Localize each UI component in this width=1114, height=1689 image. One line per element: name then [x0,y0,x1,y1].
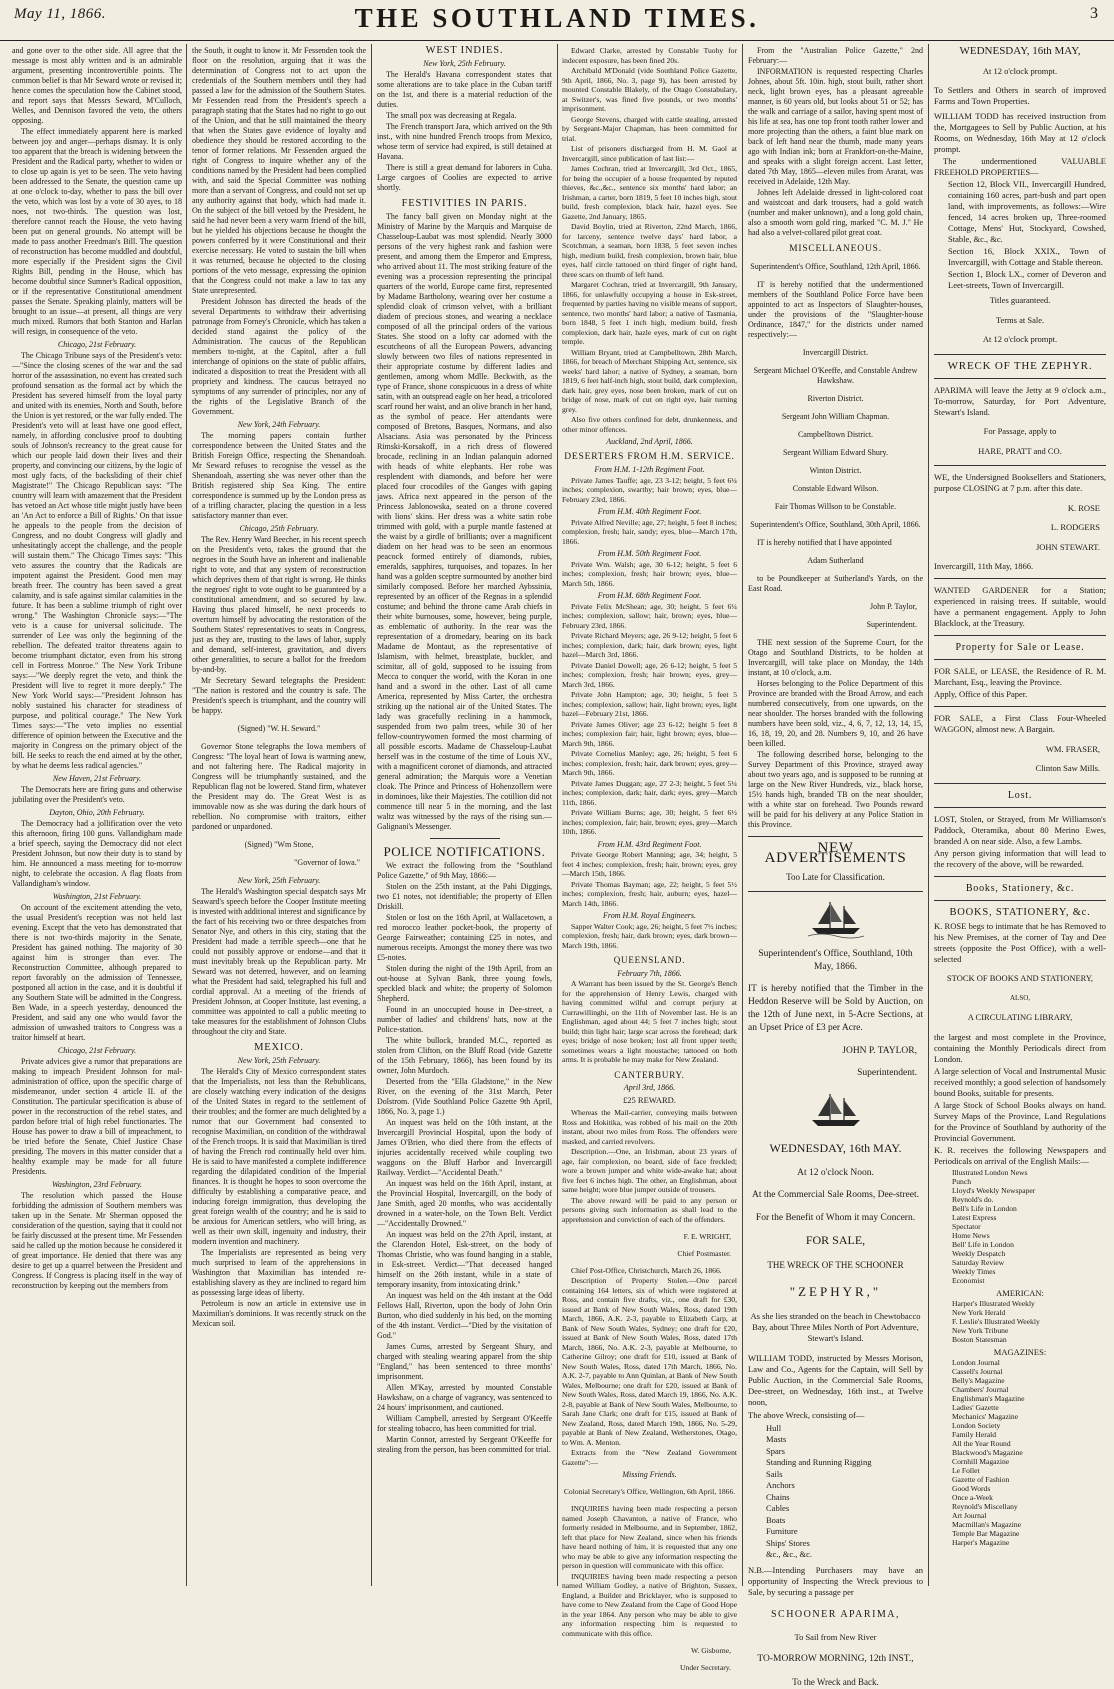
periodical-item: Punch [952,1176,971,1186]
masthead [0,0,1114,41]
column-3 [377,46,552,1584]
notice-paragraph: The following described horse, belonging to the Survey Department of this Province, strayed away about two years ago, and is supposed to be running at large on the New River Hundreds, viz., black horse, 15½ hands high, branded TB on the near shoulder, with a white star on forehead. Two Pounds reward will be paid for his delivery at any Police Station in this Province. [748,750,923,829]
notice-paragraph: Description of Property Stolen.—One parcel containing 164 letters, six of which were registered at Ross, and contain five drafts, viz., one draft for £30, issued at Bank of New South Wales, Ross, dated 19th March, 1866, A.K. 2-3, payable to Elizabeth Carp, at Bank of New South Wales, Sydney; one draft for £20, issued at Bank of New South Wales, Ross, dated 17th March, 1866, No. A.K. 2-3, payable at Melbourne, to Catherine Gilroy; one draft for £10, issued at Bank of New South Wales, Ross, dated 17th March, 1866, No. A.K. 2-7, payable to Ann Quinlan, at Bank of New South Wales, Melbourne; one draft for £20, issued at Bank of New South Wales, Ross, dated March 19, 1866, No. A.K. 2-8, payable at Bank of New South Wales, Melbourne, to Sarah Jane Clark; one draft for £15, issued at Bank of New Zealand, Ross, dated March 19th, 1866, No. 5-29, payable at Bank of New Zealand, Wetherstones, Otago, to Wm. A. Menton. [562,1276,737,1447]
notice-paragraph: N.B.—Intending Purchasers may have an opportunity of Inspecting the Wreck previous to Sale, by securing a passage per [748,1564,923,1597]
article-paragraph: The Rev. Henry Ward Beecher, in his recent speech on the President's veto, takes the ground that the negroes in the South have an inherent and inalienable right to vote, and that any system of reconstruction which deprives them of that right is wrong. He thinks the negroes' right to vote ought to be guaranteed by a constitutional amendment, and so secured by law. Having thus placed himself, he next proceeds to overturn himself by advocating the restoration of the Southern States' representatives to seats in Congress, just as they are, trusting to the laws of labor, supply and demand, self-interest, gravitation, and divers other generalities, to secure a ballot for the freedom by-and-by. [192,535,366,674]
divider [934,465,1106,466]
office-line: Colonial Secretary's Office, Wellington, 6th April, 1866. [563,1487,736,1497]
section-heading: POLICE NOTIFICATIONS. [383,844,546,859]
section-heading: BOOKS, STATIONERY, &c. [949,906,1091,918]
periodical-item: Weekly Times [952,1266,996,1276]
notice-paragraph: A Warrant has been issued by the St. George's Bench for the apprehension of Henry Lewis, charged with having committed wilful and corrupt perjury at Currawillinghi, on the 11th of November last. He is an Englishman, aged about 44; 5 feet 7 inches high; stout build; thin light hair; large scar across the forehead; dark eyes; bridge of nose broken; lost all front upper teeth; sometimes wears a light moustache; tattooed on both arms. It is probable he may make for New Zealand. [562,979,737,1064]
advertiser-name: HARE, PRATT and CO. [978,445,1062,456]
notice-paragraph: to be Poundkeeper at Sutherland's Yards, on the East Road. [748,574,923,593]
notice-paragraph: INFORMATION is requested respecting Charles Johnes, about 5ft. 10in. high, stout built, rather short neck, light brown eyes, has a pleasant agreeable manner, is 60 years old, but looks about 51 or 52; has the walk and carriage of a sailor, having spent most of his life at sea, has one top front tooth rather lower and more projecting than the others, a faint blue mark on back of left hand near the thumb, made many years ago with Indian ink; born at Frankfort-on-the-Maine, and speaks with a slight foreign accent. Last letter, dated 7th May, 1865—eleven miles from Ararat, was received in Adelaide, 12th May. [748,67,923,186]
notice-paragraph: James Cochran, tried at Invercargill, 3rd Oct., 1865, for being the occupier of a house frequented by reputed thieves, &c.,&c., sentence six months' hard labor; an Irishman, a carter, born 1819, 5 feet 10 inches high, stout build, fresh complexion, black hair, hazel eyes. See Gazette, 2nd January, 1865. [562,164,737,221]
district-name: Riverton District. [807,394,864,403]
notice-paragraph: An inquest was held on the 16th April, instant, at the Provincial Hospital, Invercargill, on the body of Jane Smith, aged 20 months, who was accidentally drowned in a water-hole, on the Town Belt. Verdict—"Accidentally Drowned." [377,1179,552,1228]
article-paragraph: Private advices give a rumor that preparations are making to impeach President Johnson for mal-administration of office, upon the specific charge of misdemeanor, under section 4 article II. of the Constitution. The particular specification is abuse of power in the reconstruction of the rebel states, and pardon before trial of high rebel functionaries. The House has power to draw a bill of impeachment, to be tried before the Senate, Chief Justice Chase presiding. The movers in this matter consider that a healthy example may be made for all future Presidents. [12,1057,182,1176]
article-paragraph: The Herald's Havana correspondent states that some alterations are to take place in the Cuban tariff on the 1st, and there is a material reduction of the duties. [377,70,552,109]
section-heading: DESERTERS FROM H.M. SERVICE. [564,451,735,462]
wreck-item: Anchors [766,1480,795,1490]
wreck-item: Furniture [766,1526,798,1536]
periodical-item: Le Follet [952,1465,980,1475]
district-name: Invercargill District. [802,348,869,357]
notice-paragraph: Titles guaranteed. [989,295,1051,305]
notice-paragraph: An inquest was held on the 4th instant at the Odd Fellows Hall, Riverton, upon the body of John Orin Burton, who died suddenly in his bed, on the morning of the 4th instant. Verdict—"Died by the visitation of God." [377,1291,552,1340]
notice-paragraph: WILLIAM TODD has received instruction from the, Mortgagees to Sell by Public Auction, at his Rooms, on Wednesday, 16th May at 12 o'clock prompt. [934,111,1106,154]
sale-date: TO-MORROW MORNING, 12th INST., [757,1654,914,1664]
section-heading: WEST INDIES. [425,45,504,56]
notice-paragraph: Any person giving information that will lead to the recovery of the above, will be rewarded. [934,847,1106,869]
periodical-item: Gazette of Fashion [952,1474,1010,1484]
periodical-item: Chambers' Journal [952,1384,1009,1394]
wreck-item: Standing and Running Rigging [766,1457,872,1467]
periodical-item: London Journal [952,1357,1000,1367]
dateline: Auckland, 2nd April, 1866. [606,437,693,446]
sale-date: WEDNESDAY, 16th MAY, [959,45,1081,57]
notice-paragraph: David Boylin, tried at Riverton, 22nd March, 1866, for larceny, sentence twelve days' hard labor, a Scotchman, a seaman, born 1838, 5 feet seven inches high, medium build, fresh complexion, brown hair, blue eyes, half circle tattooed on third finger of right hand, three scars on thumb of left hand. [562,222,737,279]
divider [934,354,1106,355]
article-paragraph: The Democrats here are firing guns and otherwise jubilating over the President's veto. [12,785,182,804]
subheading: Missing Friends. [622,1470,677,1480]
section-heading: MISCELLANEOUS. [789,244,882,254]
notice-paragraph: K. R. receives the following Newspapers and Periodicals on arrival of the English Mails:— [934,1144,1106,1166]
dateline: New Haven, 21st February. [52,774,142,783]
divider [430,838,500,839]
column-5 [748,46,923,1687]
article-paragraph: The Democracy had a jollification over the veto this afternoon, firing 100 guns. Vallandigham made a brief speech, saying the Democracy did not elect President Johnson, but now their duty is to stand by him. He announced a mass meeting for to-morrow night, to celebrate the occasion. A flag floats from Vallandigham's window. [12,819,182,888]
periodical-item: Weekly Despatch [952,1248,1006,1258]
periodical-item: New York Herald [952,1307,1006,1317]
ship-name: SCHOONER APARIMA, [770,1608,901,1620]
article-paragraph: The fancy ball given on Monday night at the Ministry of Marine by the Marquis and Marquise de Chasseloup-Laubat was most splendid. Nearly 3000 persons of the very highest rank and fashion were present, and among them the Emperor and Empress, who arrived about 11. The most striking feature of the evening was a procession representing the principal quarters of the world, Europe came first, represented by Madame Bartholony, wearing over her costume a splendid cloak of crimson velvet, with a brilliant diadem of precious stones, and wearing a necklace composed of all the principal orders of the various States. She stood on a lofty car adorned with the escutcheons of all the European Powers, advancing slowly between two files of nations represented in their appropriate costume by different ladies and gentlemen, among whom Mdlle. Beckwith, as the type of France, shone conspicuous in a dress of white satin, with an outspread eagle on her head, a tricolored scarf round her waist, and an olive branch in her hand, as the symbol of peace. Her attendants were composed of Bretons, Basques, Normans, and also Alsacians. Asia was personated by the Princess Rimski-Korsakoff, in a rich dress of flowered brocade, reclining in an Indian palanquin adorned with heads of white elephants. Her robe was resplendent with diamonds, and before her were placed four crocodiles of the Ganges with gaping jaws. Africa next appeared in the person of the Princess Jablonowska, seated on a throne covered with lions' skins. Her dress was a white satin robe trimmed with gold, with a purple mantle fastened at the waist by a girdle of brilliants; over a magnificent diadem on her head was to be seen an enormous peacock formed entirely of diamonds, rubies, emeralds, sapphires, turquoises, and topazes. In her hand was a golden sceptre surmounted by another bird similarly composed. Before her marched Aybssinia, represented by an officer of the Regnas in a splendid costume; and behind the throne came Arab chiefs in their white burnouses, some, however, being purple, as emblematic of authority. In the rear was the representation of a dromedary, bearing on its back Madame de Montaut, as the representative of Islamism, with helmet, breastplate, buckler, and scimitar, all of gold, supposed to be issuing from Mecca to conquer the world, with the Koran in one hand and a sword in the other. Last of all came America, represented by Miss Carter, the orchestra striking up the national air of the United States. The lady was gracefully reclining in a hammock, suspended from two palm trees, while 30 of her fellow-countrywomen formed the most charming of all possible escorts. Madame de Chasseloup-Laubat herself was in the costume of the time of Louis XV., with a magnificent coronet of diamonds, and attracted general admiration; the Marquis wore a Venetian cloak. The Prince and Princess of Hohenzollern were in dominoes, like their Majesties. The cotillion did not commence till near 5 in the morning, and the last waltz was witnessed by the rays of the rising sun.—Galignani's Messenger. [377,212,552,831]
notice-paragraph: Martin Connor, arrested by Sergeant O'Keeffe for stealing from the person, has been committed for trial. [377,1435,552,1454]
column-4 [562,46,737,1673]
ad-heading: THE WRECK OF THE SCHOONER [767,1260,904,1270]
dateline: Dayton, Ohio, 20th February. [49,808,145,817]
article-paragraph: The small pox was decreasing at Regala. [386,111,517,120]
article-paragraph: President Johnson has directed the heads of the several Departments to withdraw their advertising patronage from Forney's Chronicle, which has taken a decided stand against the policy of the Administration. The caucus of the Republican members to-night, at the Capitol, after a full interchange of opinions on the state of public affairs, indicated a disposition to treat the President with all propriety and kindness. The caucus betrayed no symptoms of any surrender of principles, nor any of the rights of the Legislative Branch of the Government. [192,297,366,416]
property-item: Section 1, Block LX., corner of Deveron and Leet-streets, Town of Invercargill. [948,269,1106,290]
ship-icon [806,1090,866,1130]
notice-paragraph: the largest and most complete in the Province, containing the Monthly Periodicals direct from London. [934,1031,1106,1064]
notice-paragraph: THE next session of the Supreme Court, for the Otago and Southland Districts, to be holden at Invercargill, will take place on Monday, the 14th instant, at 10 o'clock, a.m. [748,638,923,677]
deserter-entry: Private James Oliver; age 23 6-12; height 5 feet 8 inches; complexion fair; hair, light brown; eyes, blue—March 9th, 1866. [562,719,737,748]
notice-paragraph: James Curns, arrested by Sergeant Shury, and charged with stealing wearing apparel from the ship "England," has been sentenced to three months' imprisonment. [377,1342,552,1381]
column-rule [557,44,558,1586]
divider [934,706,1106,707]
section-heading: Lost. [1007,789,1033,801]
article-paragraph: On account of the excitement attending the veto, the usual President's reception was not held last evening. Except that the veto has demonstrated that there is not two-thirds majority in the Senate, President has gained nothing. The majority of 30 against him is stronger than ever. The Reconstruction Committee, although prepared to report favorably on the admission of Tennessee, postponed all action in the case, and it is doubtful if any Southern State will be admitted in the Congress. Ben Wade, in a speech yesterday, denounced the President, and said any one who would favor the admission of unwashed traitors to Congress was a traitor himself at heart. [12,903,182,1042]
notice-paragraph: IT is hereby notified that the Timber in the Heddon Reserve will be Sold by Auction, on the 12th of June next, in 5-Acre Sections, at an Upset Price of £3 per Acre. [748,984,923,1033]
signature: WM. FRASER, [1045,743,1100,754]
sale-date: WEDNESDAY, 16th MAY. [769,1140,902,1155]
divider [934,807,1106,808]
divider [934,876,1106,877]
notice-paragraph: IT is hereby notified that I have appointed [757,538,892,547]
regiment-subheading: From H.M. 50th Regiment Foot. [597,549,702,558]
signature: Under Secretary. [680,1663,731,1673]
section-heading: NEW ADVERTISEMENTS [764,840,907,866]
article-paragraph: Mr Secretary Seward telegraphs the President: "The nation is restored and the country is safe. The President's speech is triumphant, and the country will be happy. [192,676,366,715]
periodical-item: Englishman's Magazine [952,1393,1025,1403]
dateline: New York, 24th February. [237,420,321,429]
ship-icon [806,898,866,938]
dateline: Chicago, 21st February. [57,1046,137,1055]
signature: Clinton Saw Mills. [1035,763,1100,773]
notice-paragraph: Stolen or lost on the 16th April, at Wallacetown, a red morocco leather pocket-book, the property of George Fairweather; containing £25 in notes, and numerous receipts. Amongst the money there was two £5-notes. [377,913,552,962]
notice-paragraph: APARIMA will leave the Jetty at 9 o'clock a.m., To-morrow, Saturday, for Port Adventure, Stewart's Island. [934,384,1106,417]
ship-name: "ZEPHYR," [789,1284,882,1299]
reward-heading: £25 REWARD. [623,1094,676,1105]
article-paragraph: the South, it ought to know it. Mr Fessenden took the floor on the resolution, arguing that it was the determination of Congress not to act upon the credentials of the Southern members until they had passed a law for the admission of the Southern States. Mr Fessenden read from the President's speech a paragraph stating that the States had no right to go out of the Union, and that he still maintained the theory that when the States gave evidence of loyalty and obedience they should be restored according to the tenor of former relations. Mr Fessenden argued the right of Congress to inquire whether any of the conditions named by the President had been complied with, and said the Special Committee was nothing more than a servant of Congress, and could not set up any authority against that body, which had made it. On the subject of the bill vetoed by the President, he said he had never been a very warm friend of the bill, but he yielded his objections because he thought the powers conferred by it were Constitutional and their exercise necessary. He voted to sustain the bill when it was returned, because he objected to the closing portions of the veto message, expressing the opinion that the Congress could not make a law to tax any State unrepresented. [192,46,366,295]
deserter-entry: Private John Hampton; age, 30; height, 5 feet 5 inches; complexion, sallow; hair, light brown; eyes, light hazel—February 21st, 1866. [562,690,737,718]
divider [934,659,1106,660]
article-paragraph: Governor Stone telegraphs the Iowa members of Congress: "The loyal heart of Iowa is warming anew, and not faltering here. The Radical majority in Congress will be triumphantly sustained, and the Republican flag not be lowered. Stand firm, whatever the President may do. The Great West is as immovable now as she was during the dark hours of rebellion. No compromise with traitors, either pardoned or unpardoned. [192,742,366,831]
periodical-item: Saturday Review [952,1257,1005,1267]
ad-heading: A CIRCULATING LIBRARY, [967,1012,1073,1022]
divider [934,578,1106,579]
ad-heading: STOCK OF BOOKS AND STATIONERY, [946,973,1094,983]
deserter-entry: Private Daniel Dowell; age, 26 6-12; height, 5 feet 5 inches; complexion, fresh; hair brown; eyes, grey—March 3rd, 1866. [562,660,737,689]
notice-paragraph: INQUIRIES having been made respecting a person named Joseph Chavanton, a native of France, who formerly resided in Melbourne, and in September, 1862, left that place for New Zealand, since when his friends have heard nothing of him, it is requested that any one who may be able to give any information respecting the person in question will communicate with this office. [562,1504,737,1571]
notice-paragraph: The white bullock, branded M.C., reported as stolen from Clifton, on the Bluff Road (vide Gazette of the 15th February, 1866), has been found by its owner, John Murdoch. [377,1036,552,1075]
periodical-item: Illustrated London News [952,1167,1028,1177]
regiment-subheading: From H.M. 1-12th Regiment Foot. [594,465,705,474]
periodical-item: Reynold's Miscellany [952,1501,1018,1511]
periodical-item: Ladies' Gazette [952,1402,999,1412]
officer-name: Sergeant Michael O'Keeffe, and Constable Andrew Hawkshaw. [753,366,918,385]
notice-paragraph: Description.—One, an Irishman, about 23 years of age, fair complexion, no beard, side of face freckled; wore a brown jumper and white wide-awake hat; about five feet 6 inches high. The other, an Englishman, about same height; wore blue jumper outside of trousers. [562,1147,737,1194]
notice-paragraph: An inquest was held on the 10th instant, at the Invercargill Provincial Hospital, upon the body of James O'Brien, who died there from the effects of injuries accidentally received while coupling two waggons on the Bluff Harbor and Invercargill Railway. Verdict—"Accidental Death." [377,1118,552,1177]
article-paragraph: The Imperialists are represented as being very much surprised to learn of the apprehensions in Washington that Maximilian has intended re-establishing slavery as they are inclined to regard him as possessing large ideas of liberty. [192,1248,366,1297]
periodical-item: Macmillan's Magazine [952,1519,1022,1529]
section-heading: Property for Sale or Lease. [955,642,1085,653]
periodical-item: Spectator [952,1221,981,1231]
section-heading: AMERICAN: [996,1287,1044,1298]
notice-paragraph: Stolen during the night of the 19th April, from an out-house at Sylvan Bank, three young fowls, speckled black and white; the property of Solomon Shepherd. [377,964,552,1003]
periodical-item: F. Leslie's Illustrated Weekly [952,1316,1040,1326]
divider [934,635,1106,636]
article-paragraph: The Herald's City of Mexico correspondent states that the Imperialists, not less than the Rebublicans, are closely watching every indication of the designs of the United States in regard to the settlement of their troubles; and the former are much delighted by a rumor that our Government had consented to recognise Maximilian, on condition of the withdrawal of the French troops. It is said that Maximilian is tired of having the French rod continually held over him. He is said to have manifested a complete indifference regarding the dilapidated condition of the Imperial finances. It is thought he hopes to soon overcome the difficulty by establishing a comparative peace, and inducing foreign immigration, thus developing the great foreign wealth of the country; and he is said to be anxious for American settlers, who will bring, as well as their own skill, ingenuity and industry, their modern invention and machinery. [192,1067,366,1246]
section-heading: Books, Stationery, &c. [965,882,1075,894]
divider [748,891,923,892]
section-heading: QUEENSLAND. [613,955,686,965]
ad-heading: ALSO, [1009,993,1031,1002]
notice-paragraph: Archibald M'Donald (vide Southland Police Gazette, 9th April, 1866, No. 3, page 9), has been arrested by mounted Constable Blakely, of the Otago Constabulary, at Switzer's, was fined five pounds, or two months' imprisonment. [562,66,737,113]
notice-paragraph: Fair Thomas Willson to be Constable. [774,502,897,511]
article-paragraph: Petroleum is now an article in extensive use in Maximilian's dominions. It was recently struck on the Mexican soil. [192,1299,366,1328]
article-paragraph: The Chicago Tribune says of the President's veto:—"Since the closing scenes of the war and the sad horror of the assassination, no event has created such profound sensation as the formal act by which the President has severed himself from the loyal party and united with its enemies, North and South, before the Union is yet restored, or the war fully ended. The President's veto will at least have one good effect, namely, in affording conclusive proof to doubting souls of Johnson's recreancy to the great cause for which our people laid down their lives and their property, and convincing our citizens, by the logic of most ugly facts, of the backsliding of their chief Magistrate!" The Chicago Republican says: "The country will learn with amazement that the President has vetoed an Act whose title might justly have been an 'An Act to enforce a Bill of Rights.' On that issue he appeals to the people from the decision of Congress, and no doubt Congress will gladly and unhesitatingly accept the challenge, and the people will sustain them." The Chicago Times says: "This veto assures the country that the Radicals are impotent against the President. Good men may breath freer. The country has been saved a great calamity, and is safe against similar calamities in the future. It has been a sublime triumph of right over wrong." The Washington Chronicle says:—"The veto is a cause for universal solicitude. The surrender of Lee was only the beginning of the rebellion. The defeated traitor threatens again to become triumphant dictator, even from his strong cell in Fortress Monroe." The New York Tribune says:—"We deeply regret the veto, and think the President will live to regret it more deeply." The New York World says:—"President Johnson has nobly sustained his character for steadiness of purpose, and political courage." The New York Times says:—"The veto implies no essential difference of opinion between the Executive and the majority in Congress on the primary object of the bill. He seeks to reach the end aimed at by the other, by what he deems less radical agencies." [12,351,182,770]
notice-paragraph: Chief Post-Office, Christchurch, March 26, 1866. [571,1265,722,1275]
periodical-item: Boston Statesman [952,1334,1007,1344]
periodical-item: Once a-Week [952,1492,993,1502]
notice-paragraph: An inquest was held on the 27th April, instant, at the Clarendon Hotel, Esk-street, on the body of Thomas Christie, who was found hanging in a stable, in Esk-street. Verdict—"That deceased hanged himself on the 26th instant, while in a state of temporary insanity, from intoxicating drink." [377,1230,552,1289]
notice-paragraph: Found in an unoccupied house in Dee-street, a number of ladies' and childrens' hats, now at the Police-station. [377,1005,552,1034]
notice-paragraph: For Passage, apply to [983,426,1057,436]
office-line: Superintendent's Office, Southland, 30th April, 1866. [750,520,921,529]
wreck-item: Hull [766,1422,782,1433]
deserter-entry: Private Cornelius Manley; age, 26; height, 5 feet 6 inches; complexion, fresh; hair, dark brown; eyes, grey—March 9th, 1866. [562,749,737,777]
periodical-item: Cornhill Magazine [952,1456,1010,1466]
periodical-item: All the Year Round [952,1438,1011,1448]
notice-paragraph: For the Benefit of Whom it may Concern. [755,1212,916,1223]
notice-paragraph: We extract the following from the "Southland Police Gazette," of 9th May, 1866:— [377,861,552,880]
section-heading: WRECK OF THE ZEPHYR. [947,359,1093,372]
section-subheading: Too Late for Classification. [786,872,885,882]
notice-paragraph: Edward Clarke, arrested by Constable Tuohy for indecent exposure, has been fined 20s. [562,46,737,65]
periodical-item: Harper's Magazine [952,1537,1010,1547]
divider [934,900,1106,901]
dateline: Chicago, 21st February. [57,340,137,349]
periodical-item: Bell's Life in London [952,1203,1017,1213]
sale-time: At 12 o'clock Noon. [797,1167,874,1178]
notice-paragraph: IT is hereby notified that the undermentioned members of the Southland Police Force have been appointed to act as Inspectors of Slaughter-houses, under the provisions of the "Slaughter-house Ordinance, 1847," for the districts under named respectively:— [748,280,923,339]
notice-paragraph: A large Stock of School Books always on hand. Survey Maps of the Province, Land Regulations for the Province of Southland by authority of the Provincial Government. [934,1099,1106,1143]
periodical-item: Belly's Magazine [952,1375,1005,1385]
column-rule [742,44,743,1586]
deserter-entry: Private Richard Meyers; age, 26 9-12; height, 5 feet 6 inches; complexion, dark; hair, dark brown; eyes, light hazel—March 3rd, 1866. [562,631,737,659]
officer-name: Sergeant John William Chapman. [781,412,890,421]
notice-paragraph: From the "Australian Police Gazette," 2nd February:— [748,46,923,65]
regiment-subheading: From H.M. 43rd Regiment Foot. [597,839,702,849]
dateline: Washington, 23rd February. [51,1180,143,1189]
article-paragraph: The resolution which passed the House forbidding the admission of Southern members was taken up in the Senate. Mr Sherman opposed the consideration of the question, saying that it could not be fairly discussed at the present time. Mr Fessenden said he called up the motion because he considered it of great importance. He denied that there was any desire to get up a quarrel between the President and Congress. If Congress is placing itself in the way of reconstruction by keeping out the members from [12,1191,182,1290]
notice-paragraph: Deserted from the "Ella Gladstone," in the New River, on the evening of the 31st March, Peter Dolstrom. (Vide Southland Police Gazette 9th April, 1866, No. 3, page 1.) [377,1077,552,1116]
sale-time: At 12 o'clock prompt. [982,334,1058,344]
district-name: Campbelltown District. [797,430,874,439]
notice-paragraph: LOST, Stolen, or Strayed, from Mr Williamson's Paddock, Oteramika, about 80 Merino Ewes, branded A on near side. Also, a few Lambs. [934,813,1106,846]
article-paragraph: and gone over to the other side. All agree that the message is most ably written and is an admirable argument, presenting incontrovertible points. The common belief is that Mr Seward wrote or revised it; hence comes the speculation how the Cabinet stood, and report says that Messrs Seward, M'Culloch, Welles, and Dennison favored the veto, the others opposing. [12,46,182,125]
notice-paragraph: William Bryant, tried at Campbelltown, 28th March, 1866, for breach of Merchant Shipping Act, sentence, six weeks' hard labor; a native of Sydney, a seaman, born 1819, 6 feet half-inch high, stout build, dark complexion, dark hair, grey eyes, nose been broken, mark of cut on bridge of nose, mark of cut on right eye, hair turning grey. [562,347,737,414]
periodical-item: Latest Express [952,1212,997,1222]
regiment-subheading: From H.M. 40th Regiment Foot. [597,507,702,516]
newspaper-title: THE SOUTHLAND TIMES. [354,3,760,33]
regiment-subheading: From H.M. 68th Regiment Foot. [597,591,702,600]
signature: (Signed) "W. H. Seward." [237,724,321,733]
wreck-item: Cables [766,1503,790,1513]
notice-paragraph: WILLIAM TODD, instructed by Messrs Morison, Law and Co., Agents for the Captain, will Sell by Public Auction, in the Commercial Sale Rooms, Dee-street, on Wednesday, 16th inst., at Twelve noon, [748,1352,923,1407]
notice-paragraph: To Settlers and Others in search of improved Farms and Town Properties. [934,85,1106,106]
property-item: Section 12, Block VII., Invercargill Hundred, containing 160 acres, part-bush and part open land, with improvements, as follows:—Wire fenced, 14 acres broken up, Three-roomed Cottage, Mens' Hut, Stockyard, Cowshed, Stable, &c., &c. [948,179,1106,244]
signature: Superintendent. [866,620,917,629]
notice-paragraph: FOR SALE, or LEASE, the Residence of R. M. Marchant, Esq., leaving the Province. [934,666,1106,687]
article-paragraph: The Herald's Washington special despatch says Mr Seaward's speech before the Cooper Institute meeting is invested with additional interest and significance by the fact of his receiving two or three despatches from Senator Nye, and others in this city, stating that the President had made a terrible speech—one that he could not possibly approve or endorse—and that it must inevitably break up the Republican party. Mr Seward was not deterred, however, and on learning what the President had said, telegraphed his full and cordial approval. At a meeting of the friends of President Johnson, at Cooper Institute, last evening, a committee was appointed to call a public meeting to take measures for the establishment of Johnson Clubs throughout the city and State. [192,887,366,1036]
ad-heading: FOR SALE, [805,1233,866,1247]
wreck-item: Chains [766,1491,790,1502]
signature: JOHN STEWART. [1035,541,1100,552]
notice-paragraph: The above reward will be paid to any person or persons giving such information as shall lead to the apprehension and conviction of each of the offenders. [562,1195,737,1224]
sale-time: At 12 o'clock prompt. [982,65,1058,76]
notice-paragraph: Margaret Cochran, tried at Invercargill, 9th January, 1866, for unlawfully occupying a house in Esk-street, frequented by parties having no visible means of support, sentence, two months' hard labor; a native of Tasmania, born 1848, 5 feet 1 inch high, medium build, fresh complexion, dark hair, hazle eyes, mark of cut on right temple. [562,280,737,346]
signature: John P. Taylor, [870,602,917,611]
periodical-item: Home News [952,1230,990,1240]
notice-paragraph: Terms at Sale. [995,314,1045,325]
notice-paragraph: Whereas the Mail-carrier, conveying mails between Ross and Hokitika, was robbed of his mail on the 20th instant, about two miles from Ross. The offenders were masked, and carried revolvers. [562,1108,737,1146]
notice-paragraph: As she lies stranded on the beach in Chewtobacco Bay, about Three Miles North of Port Adventure, Stewart's Island. [750,1311,921,1343]
section-heading: FESTIVITIES IN PARIS. [401,198,528,209]
signature: Chief Postmaster. [677,1248,731,1258]
signature: (Signed) "Wm Stone, [244,840,314,849]
divider [748,836,923,837]
section-heading: CANTERBURY. [614,1069,685,1080]
periodical-item: Harper's Illustrated Weekly [952,1298,1035,1308]
regiment-subheading: From H.M. Royal Engineers. [602,911,697,920]
article-paragraph: The effect immediately apparent here is marked between joy and anger—perhaps dismay. It is only too apparent that the breach is widening between the President and the Radical party, whether to widen or to close up again is yet to be seen. The veto having been addressed to the Senate, the question came up at one o'clock to-day, whether to pass the bill over the veto, which was lost by a vote of 30 ayes, to 18 noes, not two-thirds. The question was lost, therefore cannot reach the House, the veto having been put on general grounds. No attempt will be made to pass another Freedman's Bill. The question of reconstruction has become muddled and doubtful, more especially if the President signs the Civil Rights Bill, pending in the House, which has become doubtful since Sumner's Radical opposition, or if the representative Constitutional amendment passes the Senate. Speaking plainly, matters will be brought to an issue—at present, all things are very much mixed. Rumors that both Stanton and Harlan will resign, in consequence of the veto. [12,127,182,336]
notice-paragraph: To Sail from New River [794,1631,877,1642]
article-paragraph: The morning papers contain further correspondence between the United States and the British Foreign Office, respecting the Shenandoah. Mr Seward refuses to recognise the vessel as the Shenandoah, asserting she was never other than the British registered ship Sea King. The entire correspondence is summed up by the London press as of a trifling character, placing the question in a less satisfactory manner than ever. [192,431,366,520]
column-rule [186,44,187,1586]
sale-venue: At the Commercial Sale Rooms, Dee-street. [752,1190,919,1200]
notice-paragraph: George Stevens, charged with cattle stealing, arrested by Sergeant-Major Chapman, has been committed for trial. [562,114,737,143]
periodical-item: Lloyd's Weekly Newspaper [952,1185,1036,1195]
appointee-name: Adam Sutherland [807,556,864,565]
dateline: New York, 25th February. [237,876,321,885]
notice-paragraph: Invercargill, 11th May, 1866. [934,561,1034,571]
notice-paragraph: List of prisoners discharged from H. M. Gaol at Invercargill, since publication of last list:— [562,144,737,163]
signature: L. RODGERS [1050,522,1100,532]
periodical-item: Blackwood's Magazine [952,1447,1023,1457]
notice-paragraph: Johnes left Adelaide dressed in light-colored coat and waistcoat and dark trousers, had a gold watch (number and maker unknown), and a long gold chain, also a smooth worn gold ring, marked "C. M. J." He had also a velvet-collared pilot great coat. [748,188,923,237]
district-name: Winton District. [809,466,862,475]
column-1 [12,46,182,1584]
officer-name: Sergeant William Edward Shury. [782,448,889,457]
wreck-item: Masts [766,1434,787,1444]
dateline: Washington, 21st February. [52,892,142,901]
periodical-item: Mechanics' Magazine [952,1411,1019,1421]
dateline: New York, 25th February. [237,1056,321,1065]
periodical-item: Art Journal [952,1510,987,1520]
signature: "Governor of Iowa." [294,858,360,867]
article-paragraph: The French transport Jara, which arrived on the 9th inst., with nine hundred French troops from Mexico, whose term of service had expired, is still detained at Havana. [377,122,552,161]
notice-paragraph: The undermentioned VALUABLE FREEHOLD PROPERTIES— [934,156,1106,177]
periodical-item: Family Herald [952,1429,997,1439]
periodical-item: Reynold's do. [952,1194,994,1204]
notice-paragraph: Also five others confined for debt, drunkenness, and other minor offences. [562,415,737,434]
notice-paragraph: FOR SALE, a First Class Four-Wheeled WAGGON, almost new. A Bargain. [934,713,1106,734]
periodical-item: Bell' Life in London [952,1239,1014,1249]
wreck-item: Ships' Stores [766,1537,810,1548]
signature: W. Gisborne, [690,1646,731,1656]
periodical-item: Cassell's Journal [952,1366,1003,1376]
column-rule [928,44,929,1586]
article-paragraph: There is still a great demand for laborers in Cuba. Large cargoes of Coolies are expected to arrive shortly. [377,163,552,192]
deserter-entry: Sapper Walter Cook; age, 26; height, 5 feet 7½ inches; complexion, fresh; hair, dark brown; eyes, dark brown—March 19th, 1866. [562,921,737,950]
office-line: Superintendent's Office, Southland, 12th April, 1866. [750,262,921,271]
deserter-entry: Private Thomas Bayman; age, 22; height, 5 feet 5½ inches; complexion, fresh; hair, auburn; eyes, hazel—March 14th, 1866. [562,879,737,908]
column-6 [934,46,1106,1584]
notice-paragraph: Allen M'Kay, arrested by mounted Constable Hawkshaw, on a charge of vagrancy, was sentenced to 24 hours' imprisonment, and cautioned. [377,1383,552,1412]
deserter-entry: Private James Tauffe; age, 23 3-12; height, 5 feet 6¼ inches; complexion, swarthy; hair brown; eyes, blue—February 23rd, 1866. [562,475,737,504]
notice-paragraph: WANTED GARDENER for a Station; experienced in raising trees. If suitable, would have a permanent engagement. Apply to John Blacklock, at the Treasury. [934,585,1106,628]
periodical-item: Good Words [952,1483,991,1493]
notice-paragraph: Stolen on the 25th instant, at the Pahi Diggings, two £1 notes, not identifiable; the property of Ellen Driskill. [377,882,552,911]
notice-paragraph: WE, the Undersigned Booksellers and Stationers, purpose CLOSING at 7 p.m. after this date. [934,472,1106,493]
notice-paragraph: The above Wreck, consisting of— [748,1409,865,1420]
wreck-item: &c., &c., &c. [766,1549,813,1559]
issue-date: May 11, 1866. [14,6,107,22]
signature: F. E. WRIGHT, [683,1231,731,1241]
dateline: Chicago, 25th February. [239,524,319,533]
dateline: February 7th, 1866. [617,968,682,978]
deserter-entry: Private William Burns; age, 30; height, 5 feet 6½ inches; complexion, fair; hair, brown; eyes, grey—March 10th, 1866. [562,808,737,836]
section-heading: MAGAZINES: [993,1346,1047,1357]
deserter-entry: Private Felix McShean; age, 30; height, 5 feet 6¼ inches; complexion, sallow; hair, brown; eyes, blue—February 23rd, 1866. [562,601,737,630]
notice-paragraph: William Campbell, arrested by Sergeant O'Keeffe for stealing tobacco, has been committed for trial. [377,1414,552,1433]
signature: Superintendent. [857,1068,917,1078]
wreck-item: Sails [766,1468,783,1479]
dateline: April 3rd, 1866. [623,1083,676,1092]
dateline: New York, 25th February. [423,59,506,68]
office-line: Superintendent's Office, Southland, 10th May, 1866. [758,948,913,972]
notice-paragraph: Apply, Office of this Paper. [934,689,1028,699]
divider [934,783,1106,784]
column-2 [192,46,366,1584]
periodical-item: Economist [952,1275,985,1285]
periodical-item: Temple Bar Magazine [952,1528,1020,1538]
property-item: Section 16, Block XXIX., Town of Invercargill, with Cottage and Stable thereon. [948,246,1106,267]
deserter-entry: Private James Duggan; age, 27 2-3; height, 5 feet 5¼ inches; complexion, dark; hair, dark; eyes, grey—March 11th, 1866. [562,778,737,807]
deserter-entry: Private Alfred Neville; age, 27; height, 5 feet 8 inches; complexion, fresh; hair, sandy; eyes, blue—March 17th, 1866. [562,517,737,546]
periodical-item: London Society [952,1420,1001,1430]
officer-name: Constable Edward Wilson. [792,484,879,493]
section-heading: MEXICO. [254,1042,304,1053]
signature: JOHN P. TAYLOR, [842,1045,917,1056]
wreck-item: Boats [766,1514,786,1525]
notice-paragraph: Horses belonging to the Police Department of this Province are branded with the Broad Arrow, and each numbered consecutively, from one upwards, on the near shoulder. The horses branded with the following numbers have been sold, viz., 4, 6, 7, 12, 13, 14, 15, 16, 18, 19, 20, and 28. Numbers 9, 10, and 26 have been killed. [748,679,923,748]
deserter-entry: Private George Robert Manning; age, 34; height, 5 feet 4 inches; complexion, fresh; hair, brown; eyes, grey—March 15th, 1866. [562,850,737,878]
periodical-item: New York Tribune [952,1325,1009,1335]
notice-paragraph: K. ROSE begs to intimate that he has Removed to his New Premises, at the corner of Tay and Dee streets (opposite the Post Office), with a well-selected [934,920,1106,964]
signature: K. ROSE [1067,502,1100,513]
notice-paragraph: Extracts from the "New Zealand Government Gazette":— [562,1448,737,1467]
notice-paragraph: A large selection of Vocal and Instrumental Music received monthly; a good selection of handsomely bound Books, suitable for presents. [934,1065,1106,1098]
deserter-entry: Private Wm. Walsh; age, 30 6-12; height, 5 feet 6 inches; complexion, fresh; hair brown; eyes, blue—March 5th, 1866. [562,559,737,588]
wreck-item: Spars [766,1445,785,1456]
notice-paragraph: To the Wreck and Back. [792,1676,879,1687]
divider [934,378,1106,379]
column-rule [371,44,372,1586]
notice-paragraph: INQUIRIES having been made respecting a person named William Godley, a native of Brighton, Sussex, England, a Builder and Bricklayer, who is supposed to have come to New Zealand from the Cape of Good Hope in the year 1864. Any person who may be able to give any information respecting him is requested to communicate with this office. [562,1571,737,1638]
page-number: 3 [1090,5,1098,22]
